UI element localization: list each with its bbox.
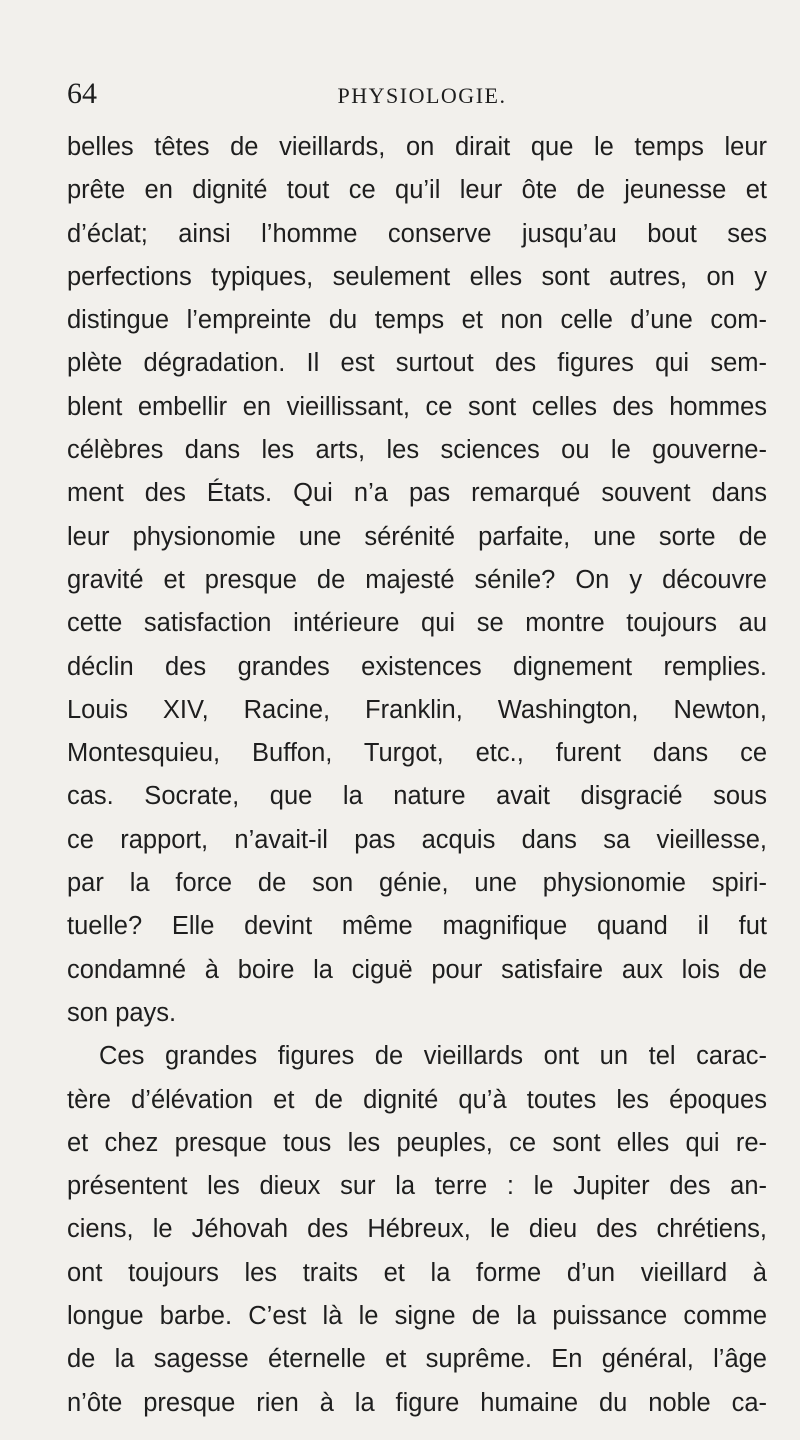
text-line: distingue l’empreinte du temps et non celle d’une com-	[67, 306, 767, 335]
text-line: n’ôte presque rien à la figure humaine du noble ca-	[67, 1388, 767, 1417]
text-line: perfections typiques, seulement elles sont autres, on y	[67, 262, 767, 291]
text-line: tère d’élévation et de dignité qu’à toutes les époques	[67, 1085, 767, 1114]
text-line: ment des États. Qui n’a pas remarqué souvent dans	[67, 479, 767, 508]
text-line: déclin des grandes existences dignement remplies.	[67, 652, 767, 681]
body-text	[67, 126, 767, 1425]
text-line: et chez presque tous les peuples, ce sont elles qui re-	[67, 1128, 767, 1157]
text-line: longue barbe. C’est là le signe de la puissance comme	[67, 1302, 767, 1331]
running-title: PHYSIOLOGIE.	[337, 83, 507, 108]
text-line: Montesquieu, Buffon, Turgot, etc., furent dans ce	[67, 739, 767, 768]
text-line: de la sagesse éternelle et suprême. En général, l’âge	[67, 1345, 767, 1374]
page-number: 64	[67, 77, 97, 110]
text-line: condamné à boire la ciguë pour satisfaire aux lois de	[67, 955, 767, 984]
text-line: son pays.	[67, 998, 177, 1027]
text-line: cas. Socrate, que la nature avait disgracié sous	[67, 782, 767, 811]
text-line: cette satisfaction intérieure qui se montre toujours au	[67, 609, 767, 638]
text-line: leur physionomie une sérénité parfaite, une sorte de	[67, 522, 767, 551]
text-line: ce rapport, n’avait-il pas acquis dans sa vieillesse,	[67, 825, 767, 854]
text-line: célèbres dans les arts, les sciences ou le gouverne-	[67, 436, 767, 465]
text-line: ont toujours les traits et la forme d’un vieillard à	[67, 1258, 767, 1287]
text-line: tuelle? Elle devint même magnifique quand il fut	[67, 912, 767, 941]
text-line: plète dégradation. Il est surtout des figures qui sem-	[67, 349, 767, 378]
text-line: ciens, le Jéhovah des Hébreux, le dieu des chrétiens,	[67, 1215, 767, 1244]
text-line: blent embellir en vieillissant, ce sont celles des hommes	[67, 392, 767, 421]
text-line: d’éclat; ainsi l’homme conserve jusqu’au bout ses	[67, 219, 767, 248]
text-line: Ces grandes figures de vieillards ont un tel carac-	[99, 1042, 767, 1071]
text-line: prête en dignité tout ce qu’il leur ôte de jeunesse et	[67, 176, 767, 205]
text-line: par la force de son génie, une physionomie spiri-	[67, 869, 767, 898]
text-line: présentent les dieux sur la terre : le Jupiter des an-	[67, 1172, 767, 1201]
text-line: Louis XIV, Racine, Franklin, Washington, Newton,	[67, 695, 767, 724]
running-head	[67, 74, 757, 114]
text-line: gravité et presque de majesté sénile? On y découvre	[67, 565, 767, 594]
text-line: belles têtes de vieillards, on dirait que le temps leur	[67, 133, 767, 161]
